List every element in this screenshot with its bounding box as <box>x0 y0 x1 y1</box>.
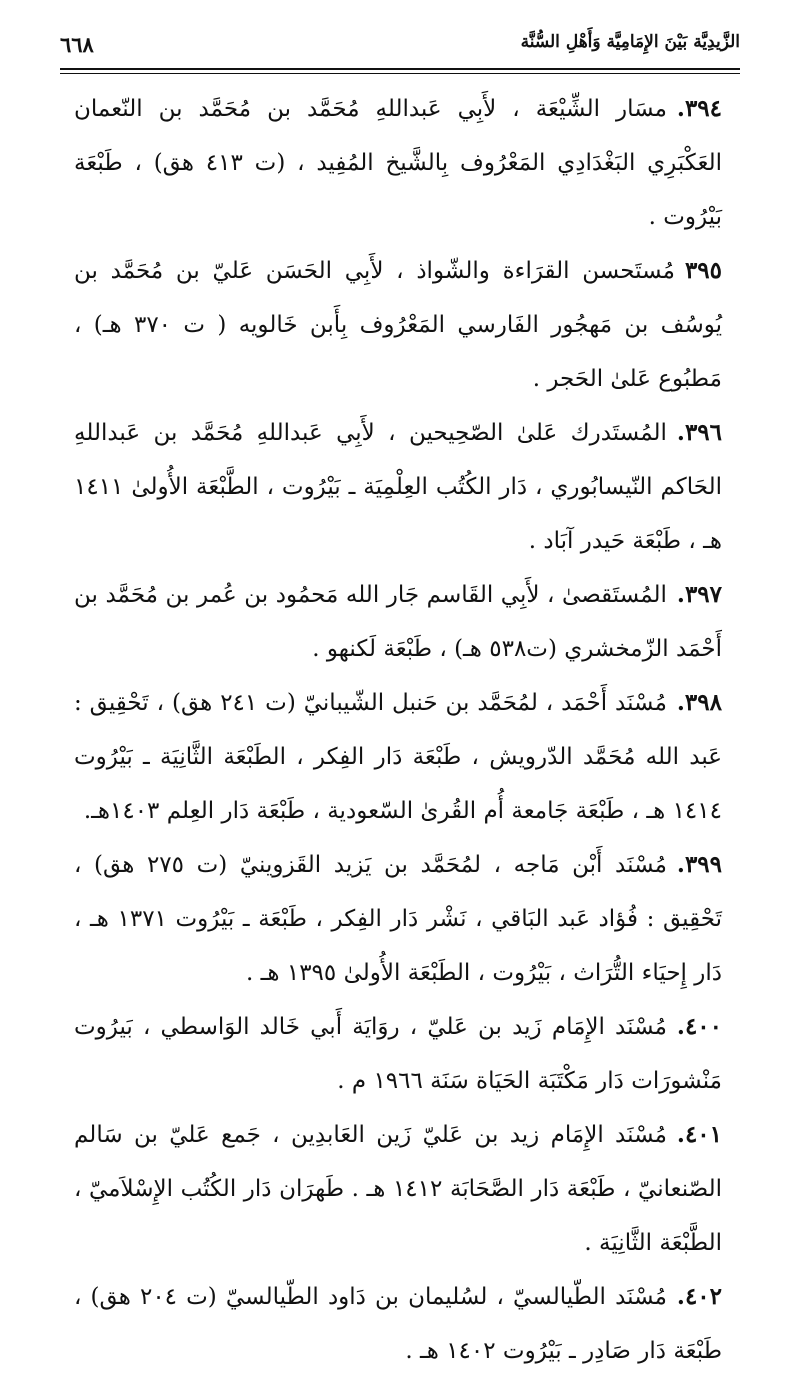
entry-text: مسَار الشِّيْعَة ، لأَبِي عَبداللهِ مُحَمَّد بن مُحَمَّد بن النّعمان العَكْبَرِي البَغْدَادِي المَعْرُوف بِالشَّيخ المُفِيد ، (ت ٤١٣ هق) ، طَبْعَة بَيْرُوت . <box>74 96 722 230</box>
bibliography-entry <box>74 838 722 1000</box>
page-header <box>60 28 740 68</box>
bibliography-entry <box>74 244 722 406</box>
header-rule <box>60 68 740 74</box>
entry-text: مُسْنَد أَبْن مَاجه ، لمُحَمَّد بن يَزيد القَزوينيّ (ت ٢٧٥ هق) ، تَحْقِيق : فُؤاد عَبد البَاقي ، نَشْر دَار الفِكر ، طَبْعَة ـ بَيْرُوت ١٣٧١ هـ ، دَار إِحيَاء التُّرَاث ، بَيْرُوت ، الطَبْعَة الأُولىٰ ١٣٩٥ هـ . <box>74 852 722 986</box>
entry-text: مُستَحسن القرَاءة والشّواذ ، لأَبِي الحَسَن عَليّ بن مُحَمَّد بن يُوسُف بن مَهجُور الفَارسي المَعْرُوف بِأَبن خَالويه ( ت ٣٧٠ هـ) ، مَطبُوع عَلىٰ الحَجر . <box>74 258 723 392</box>
running-title: الزَّيدِيَّة بَيْنَ الإِمَامِيَّة وَأَهْلِ السُّنَّة <box>520 32 740 52</box>
bibliography-entry <box>74 676 722 838</box>
bibliography-entry <box>74 82 722 244</box>
bibliography-entry <box>74 568 722 676</box>
entry-number: ٣٩٦. <box>676 419 722 446</box>
entry-text: مُسْنَد الإِمَام زيد بن عَليّ زَين العَابدِين ، جَمع عَليّ بن سَالم الصّنعانيّ ، طَبْعَة دَار الصَّحَابَة ١٤١٢ هـ . طَهرَان دَار الكُتُب الإِسْلاَميّ ، الطَّبْعَة الثَّانِيَة . <box>74 1122 723 1256</box>
entry-text: المُستَقصىٰ ، لأَبِي القَاسم جَار الله مَحمُود بن عُمر بن مُحَمَّد بن أَحْمَد الزّمخشري (ت٥٣٨ هـ) ، طَبْعَة لَكنهو . <box>74 582 722 662</box>
entry-number: ٤٠٠. <box>676 1013 722 1040</box>
entry-text: المُستَدرك عَلىٰ الصّحِيحين ، لأَبِي عَبداللهِ مُحَمَّد بن عَبداللهِ الحَاكم النّيسابُوري ، دَار الكُتُب العِلْمِيَة ـ بَيْرُوت ، الطَّبْعَة الأُولىٰ ١٤١١ هـ ، طَبْعَة حَيدر آبَاد . <box>74 420 722 554</box>
entry-number: ٤٠٢. <box>676 1283 722 1310</box>
entry-number: ٣٩٥ <box>684 257 722 284</box>
bibliography-list <box>74 82 722 1378</box>
bibliography-entry <box>74 1270 722 1378</box>
entry-text: مُسْنَد الطّيالسيّ ، لسُليمان بن دَاود الطّيالسيّ (ت ٢٠٤ هق) ، طَبْعَة دَار صَادِر ـ بَيْرُوت ١٤٠٢ هـ . <box>74 1284 722 1364</box>
entry-number: ٣٩٨. <box>676 689 722 716</box>
entry-number: ٣٩٧. <box>676 581 722 608</box>
entry-number: ٣٩٩. <box>676 851 722 878</box>
page-number: ٦٦٨ <box>60 32 94 57</box>
entry-text: مُسْنَد الإِمَام زَيد بن عَليّ ، روَايَة أَبي خَالد الوَاسطي ، بَيرُوت مَنْشورَات دَار مَكْتَبَة الحَيَاة سَنَة ١٩٦٦ م . <box>74 1014 722 1094</box>
entry-number: ٣٩٤. <box>676 95 722 122</box>
entry-number: ٤٠١. <box>676 1121 722 1148</box>
entry-text: مُسْنَد أَحْمَد ، لمُحَمَّد بن حَنبل الشّيبانيّ (ت ٢٤١ هق) ، تَحْقِيق : عَبد الله مُحَمَّد الدّرويش ، طَبْعَة دَار الفِكر ، الطَبْعَة الثَّانِيَة ـ بَيْرُوت ١٤١٤ هـ ، طَبْعَة جَامعة أُم القُرىٰ السّعودية ، طَبْعَة دَار العِلم ١٤٠٣هـ. <box>74 690 722 824</box>
bibliography-entry <box>74 406 722 568</box>
bibliography-entry <box>74 1108 722 1270</box>
bibliography-entry <box>74 1000 722 1108</box>
